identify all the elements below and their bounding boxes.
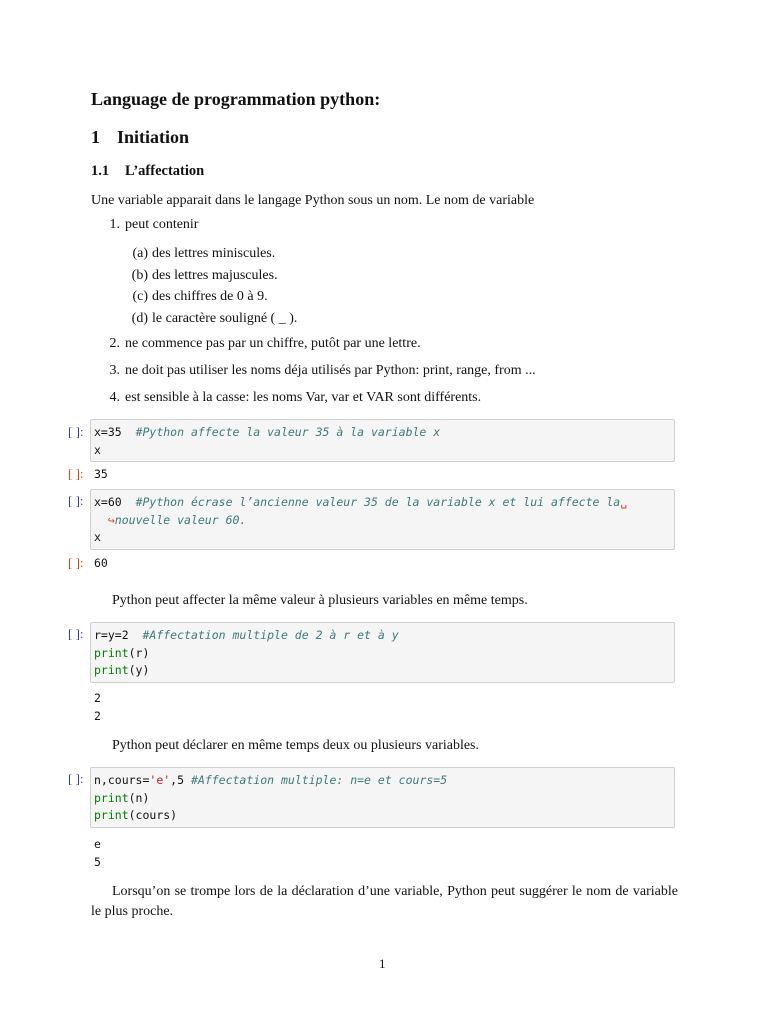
list-text: est sensible à la casse: les noms Var, var et VAR sont différents. <box>125 390 482 405</box>
subsection-title: L’affectation <box>125 163 205 179</box>
code-token: x=35 <box>94 425 122 439</box>
paragraph: Python peut déclarer en même temps deux ou plusieurs variables. <box>112 738 480 753</box>
code-comment: nouvelle valeur 60. <box>114 512 247 527</box>
list-item <box>102 363 536 379</box>
section-heading <box>91 127 189 148</box>
output-prompt: [ ]: <box>68 555 84 570</box>
intro-paragraph: Une variable apparait dans le langage Python sous un nom. Le nom de variable <box>91 193 535 208</box>
code-keyword: print <box>94 790 129 805</box>
sublist-number: (b) <box>131 268 148 283</box>
subsection-heading <box>91 163 204 180</box>
code-keyword: print <box>94 645 129 660</box>
list-number: 2. <box>109 336 120 351</box>
sublist-item <box>128 246 275 262</box>
code-line <box>94 807 671 825</box>
code-string: 'e' <box>149 773 171 787</box>
output-prompt: [ ]: <box>68 466 84 481</box>
list-number: 3. <box>109 363 120 378</box>
code-comment: #Affectation multiple: n=e et cours=5 <box>190 773 448 787</box>
code-comment: #Python écrase l’ancienne valeur 35 de la variable x et lui affecte la <box>135 495 621 509</box>
list-item <box>102 390 481 406</box>
code-line <box>94 772 671 790</box>
sublist-text: des chiffres de 0 à 9. <box>152 289 268 304</box>
document-title: Language de programmation python: <box>91 89 381 109</box>
list-number: 1. <box>109 217 120 232</box>
sublist-number: (a) <box>132 246 148 261</box>
code-cell[interactable] <box>90 419 675 462</box>
cell-output: e <box>94 837 101 851</box>
code-line <box>94 494 671 512</box>
section-title: Initiation <box>117 127 190 147</box>
cell-output: 5 <box>94 855 101 869</box>
code-token: x=60 <box>94 495 122 509</box>
subsection-number: 1.1 <box>91 163 110 179</box>
code-line <box>94 790 671 808</box>
code-cell[interactable] <box>90 767 675 828</box>
list-text: ne doit pas utiliser les noms déja utilisés par Python: print, range, from ... <box>125 363 536 378</box>
input-prompt: [ ]: <box>68 424 84 439</box>
list-text: peut contenir <box>125 217 199 232</box>
sublist-item <box>128 311 297 327</box>
code-token: r=y=2 <box>94 628 129 642</box>
code-cell[interactable] <box>90 489 675 550</box>
sublist-text: le caractère souligné ( _ ). <box>152 311 298 326</box>
continuation-arrow-icon: ↪ <box>107 512 115 527</box>
code-token: (cours) <box>128 808 178 822</box>
code-comment: #Python affecte la valeur 35 à la variable x <box>135 425 441 439</box>
code-token: ,5 <box>170 773 185 787</box>
code-cell[interactable] <box>90 622 675 683</box>
cell-output: 2 <box>94 691 101 705</box>
list-text: ne commence pas par un chiffre, putôt par une lettre. <box>125 336 421 351</box>
sublist-text: des lettres majuscules. <box>152 268 278 283</box>
page-number: 1 <box>379 956 386 971</box>
input-prompt: [ ]: <box>68 493 84 508</box>
code-line <box>94 645 671 663</box>
code-line <box>94 662 671 680</box>
code-keyword: print <box>94 663 129 677</box>
cell-output: 35 <box>94 467 108 481</box>
code-token: (n) <box>128 790 150 805</box>
code-keyword: print <box>94 808 129 822</box>
code-comment: #Affectation multiple de 2 à r et à y <box>142 628 399 642</box>
paragraph: Python peut affecter la même valeur à plusieurs variables en même temps. <box>112 593 528 608</box>
sublist-number: (c) <box>132 289 148 304</box>
code-line <box>94 424 671 442</box>
cell-output: 2 <box>94 709 101 723</box>
section-number: 1 <box>91 127 100 147</box>
code-token: (y) <box>128 663 150 677</box>
sublist-number: (d) <box>131 311 148 326</box>
input-prompt: [ ]: <box>68 626 84 641</box>
code-line <box>94 512 671 530</box>
paragraph: Lorsqu’on se trompe lors de la déclaration d’une variable, Python peut suggérer le nom de variable le plus proche. <box>91 884 678 919</box>
input-prompt: [ ]: <box>68 771 84 786</box>
code-line: x <box>94 442 101 457</box>
list-item <box>102 336 421 352</box>
code-line: x <box>94 530 101 544</box>
sublist-item <box>128 268 278 284</box>
sublist-text: des lettres miniscules. <box>152 246 276 261</box>
code-line <box>94 627 671 645</box>
list-item <box>102 217 198 233</box>
code-token: n,cours= <box>94 773 150 787</box>
code-token: (r) <box>128 645 150 660</box>
list-number: 4. <box>109 390 120 405</box>
sublist-item <box>128 289 268 305</box>
cell-output: 60 <box>94 556 108 570</box>
wrap-marker: ␣ <box>620 495 628 509</box>
